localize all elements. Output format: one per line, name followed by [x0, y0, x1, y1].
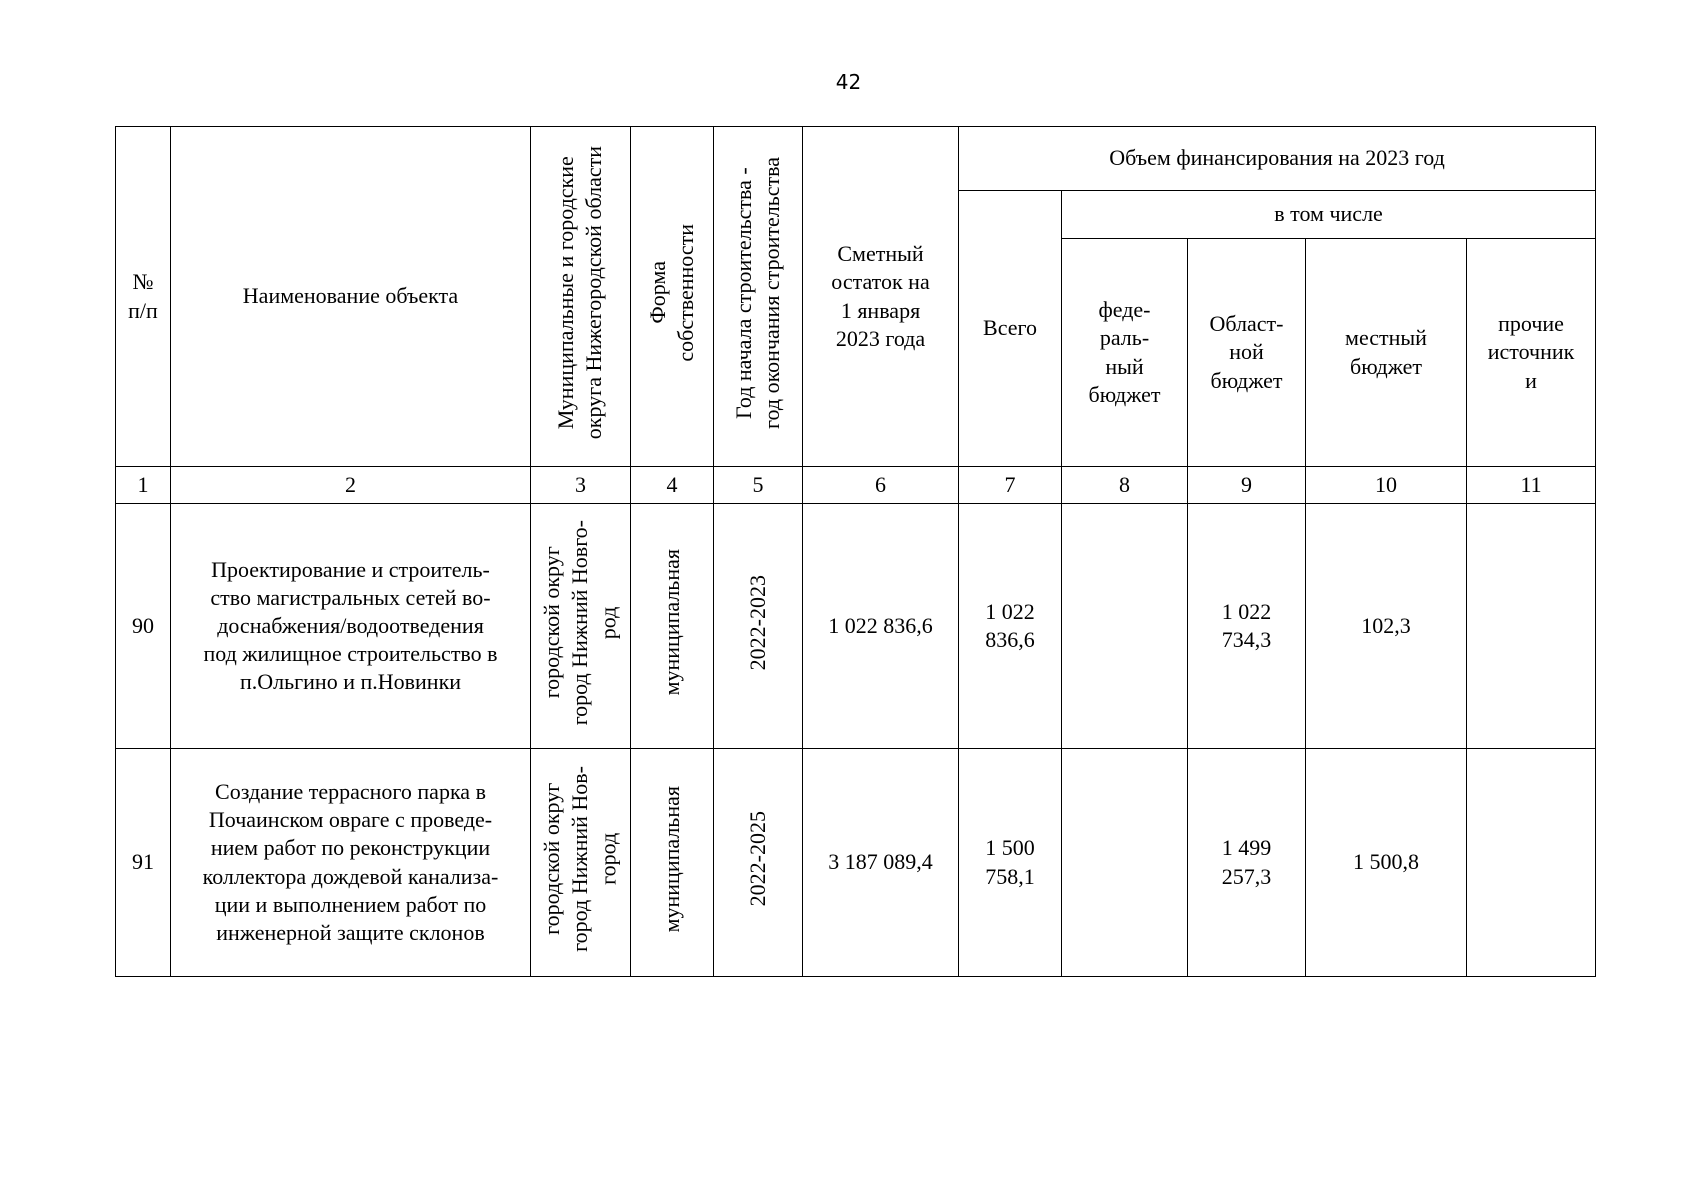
row-number: 91: [116, 749, 171, 977]
construction-years: 2022-2023: [714, 504, 803, 749]
column-number: 10: [1306, 467, 1467, 504]
column-number: 11: [1467, 467, 1596, 504]
column-number: 2: [171, 467, 531, 504]
estimate-balance: 3 187 089,4: [803, 749, 959, 977]
financing-table: [115, 126, 1596, 977]
funding-regional: 1 022 734,3: [1188, 504, 1306, 749]
header-row-1: [116, 127, 1596, 191]
funding-local: 102,3: [1306, 504, 1467, 749]
header-municipal: Муниципальные и городские округа Нижегородской области: [531, 127, 631, 467]
header-total: Всего: [959, 191, 1062, 467]
funding-federal: [1062, 749, 1188, 977]
column-number: 1: [116, 467, 171, 504]
object-name: Создание террасного парка в Почаинском овраге с проведе- нием работ по реконструкции коллектора дождевой канализа- ции и выполнением работ по инженерной защите склонов: [171, 749, 531, 977]
municipal-district: городской округ город Нижний Нов- город: [531, 749, 631, 977]
page-number: 42: [835, 70, 862, 94]
row-number: 90: [116, 504, 171, 749]
header-local: местный бюджет: [1306, 239, 1467, 467]
header-federal: феде- раль- ный бюджет: [1062, 239, 1188, 467]
header-including: в том числе: [1062, 191, 1596, 239]
funding-total: 1 500 758,1: [959, 749, 1062, 977]
ownership-form: муниципальная: [631, 504, 714, 749]
funding-local: 1 500,8: [1306, 749, 1467, 977]
column-number: 9: [1188, 467, 1306, 504]
column-number: 5: [714, 467, 803, 504]
header-name: Наименование объекта: [171, 127, 531, 467]
object-name: Проектирование и строитель- ство магистральных сетей во- доснабжения/водоотведения под жилищное строительство в п.Ольгино и п.Новинки: [171, 504, 531, 749]
column-number: 3: [531, 467, 631, 504]
table-row: [116, 504, 1596, 749]
funding-other: [1467, 504, 1596, 749]
header-regional: Област- ной бюджет: [1188, 239, 1306, 467]
table-row: [116, 749, 1596, 977]
municipal-district: городской округ город Нижний Новго- род: [531, 504, 631, 749]
column-number: 8: [1062, 467, 1188, 504]
column-number: 6: [803, 467, 959, 504]
funding-total: 1 022 836,6: [959, 504, 1062, 749]
construction-years: 2022-2025: [714, 749, 803, 977]
column-number-row: [116, 467, 1596, 504]
column-number: 4: [631, 467, 714, 504]
header-estimate: Сметный остаток на 1 января 2023 года: [803, 127, 959, 467]
header-ownership: Форма собственности: [631, 127, 714, 467]
funding-regional: 1 499 257,3: [1188, 749, 1306, 977]
funding-other: [1467, 749, 1596, 977]
estimate-balance: 1 022 836,6: [803, 504, 959, 749]
header-years: Год начала строительства - год окончания строительства: [714, 127, 803, 467]
header-other: прочие источник и: [1467, 239, 1596, 467]
ownership-form: муниципальная: [631, 749, 714, 977]
header-funding: Объем финансирования на 2023 год: [959, 127, 1596, 191]
header-no: № п/п: [116, 127, 171, 467]
column-number: 7: [959, 467, 1062, 504]
funding-federal: [1062, 504, 1188, 749]
